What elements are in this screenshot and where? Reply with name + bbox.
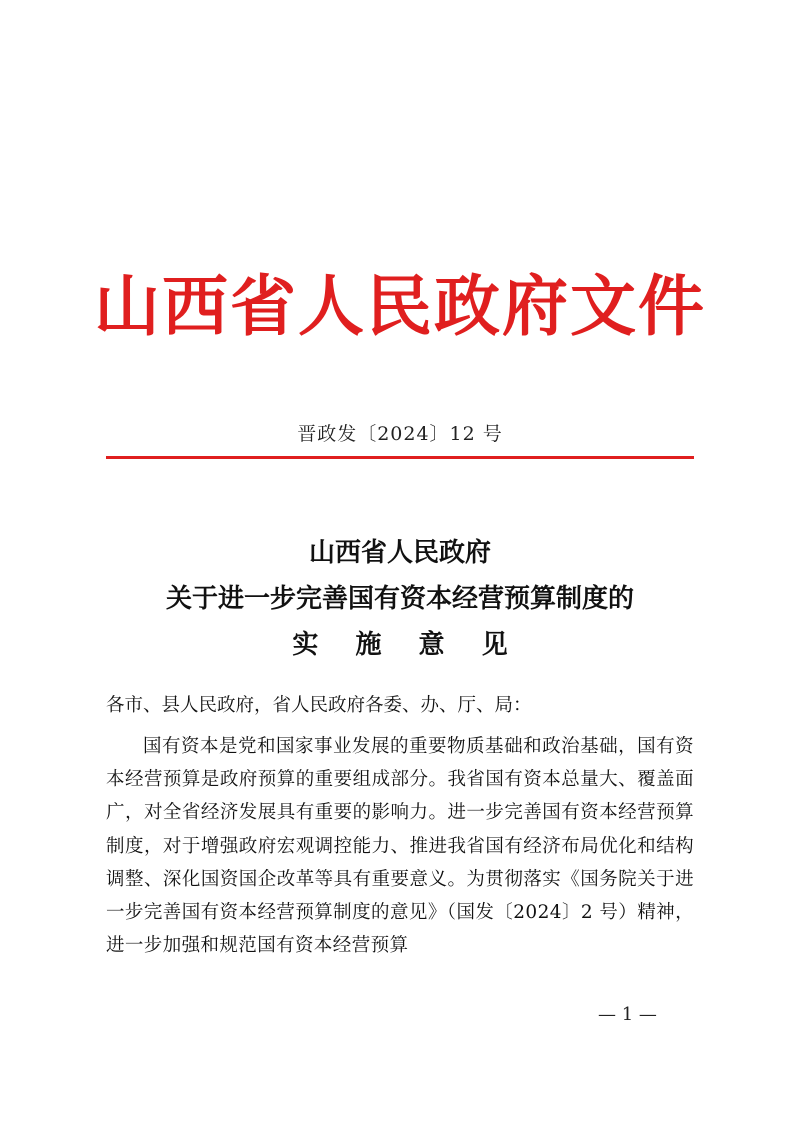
document-number: 晋政发〔2024〕12 号 bbox=[297, 423, 503, 445]
document-title bbox=[0, 530, 800, 668]
title-line-1: 山西省人民政府 bbox=[308, 538, 491, 568]
title-line-2: 关于进一步完善国有资本经营预算制度的 bbox=[165, 584, 634, 614]
salutation: 各市、县人民政府，省人民政府各委、办、厅、局： bbox=[106, 695, 532, 716]
title-line-3: 实 施 意 见 bbox=[292, 630, 522, 660]
body-paragraph: 国有资本是党和国家事业发展的重要物质基础和政治基础，国有资本经营预算是政府预算的重要组成部分。我省国有资本总量大、覆盖面广，对全省经济发展具有重要的影响力。进一步完善国有资本经营预算制度，对于增强政府宏观调控能力、推进我省国有经济布局优化和结构调整、深化国资国企改革等具有重要意义。为贯彻落实《国务院关于进一步完善国有资本经营预算制度的意见》（国发〔2024〕2 号）精神，进一步加强和规范国有资本经营预算 bbox=[106, 736, 694, 957]
page-number: — 1 — bbox=[598, 1004, 657, 1025]
issuer-header-title: 山西省人民政府文件 bbox=[94, 267, 706, 345]
red-separator-line bbox=[106, 456, 694, 459]
